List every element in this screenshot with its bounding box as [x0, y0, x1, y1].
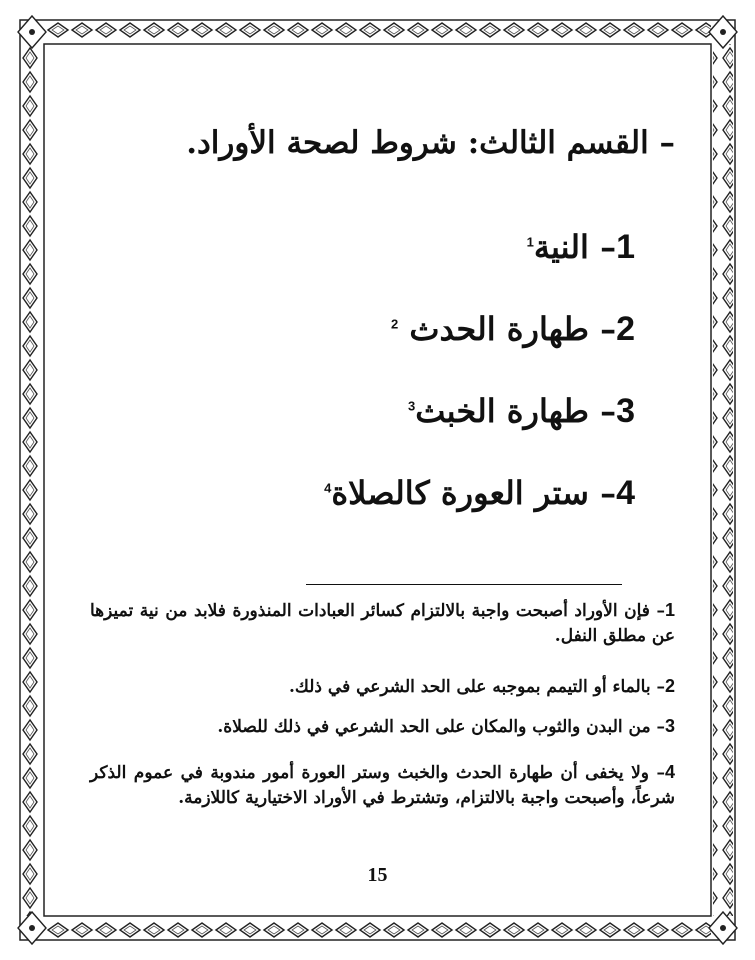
- footnote-text: بالماء أو التيمم بموجبه على الحد الشرعي في ذلك.: [288, 677, 651, 697]
- list-item: 4– ستر العورة كالصلاة$^4$: [324, 474, 635, 512]
- footnote-number: 3: [664, 716, 675, 736]
- footnote-separator: [306, 584, 622, 585]
- footnote-ref: 2: [391, 316, 399, 332]
- item-number: 1: [616, 228, 635, 266]
- item-number: 2: [616, 310, 635, 348]
- page-content: [80, 100, 675, 890]
- footnote-text: ولا يخفى أن طهارة الحدث والخبث وستر العورة أمور مندوبة في عموم الذكر شرعاً، وأصبحت واجبة بالالتزام، وتشترط في الأوراد الاختيارية كاللازمة.: [90, 763, 675, 808]
- footnote-text: من البدن والثوب والمكان على الحد الشرعي في ذلك للصلاة.: [217, 717, 651, 737]
- list-item: 3– طهارة الخبث$^3$: [408, 392, 635, 430]
- footnote-number: 2: [664, 676, 675, 696]
- footnote: 1– فإن الأوراد أصبحت واجبة بالالتزام كسائر العبادات المنذورة فلابد من نية تميزها عن مطلق النفل.: [90, 600, 675, 646]
- footnote-number: 1: [664, 600, 675, 620]
- footnote: 4– ولا يخفى أن طهارة الحدث والخبث وستر العورة أمور مندوبة في عموم الذكر شرعاً، وأصبحت واجبة بالالتزام، وتشترط في الأوراد الاختيارية كاللازمة.: [90, 762, 675, 808]
- footnote-text: فإن الأوراد أصبحت واجبة بالالتزام كسائر العبادات المنذورة فلابد من نية تميزها عن مطلق النفل.: [90, 601, 675, 646]
- item-text: ستر العورة كالصلاة: [331, 474, 589, 512]
- item-text: طهارة الحدث: [409, 310, 589, 348]
- footnote-ref: 4: [324, 480, 332, 496]
- item-text: النية: [533, 228, 589, 266]
- item-number: 3: [616, 392, 635, 430]
- item-text: طهارة الخبث: [415, 392, 589, 430]
- footnote-ref: 1: [526, 234, 534, 250]
- section-heading: – القسم الثالث: شروط لصحة الأوراد.: [186, 125, 675, 161]
- item-number: 4: [616, 474, 635, 512]
- footnote-number: 4: [664, 762, 675, 782]
- footnote-ref: 3: [408, 398, 416, 414]
- footnote: 2– بالماء أو التيمم بموجبه على الحد الشرعي في ذلك.: [288, 676, 675, 697]
- list-item: 1– النية$^1$: [526, 228, 635, 266]
- footnote: 3– من البدن والثوب والمكان على الحد الشرعي في ذلك للصلاة.: [217, 716, 675, 737]
- list-item: 2– طهارة الحدث $^2$: [391, 310, 635, 348]
- page-number: 15: [367, 864, 388, 886]
